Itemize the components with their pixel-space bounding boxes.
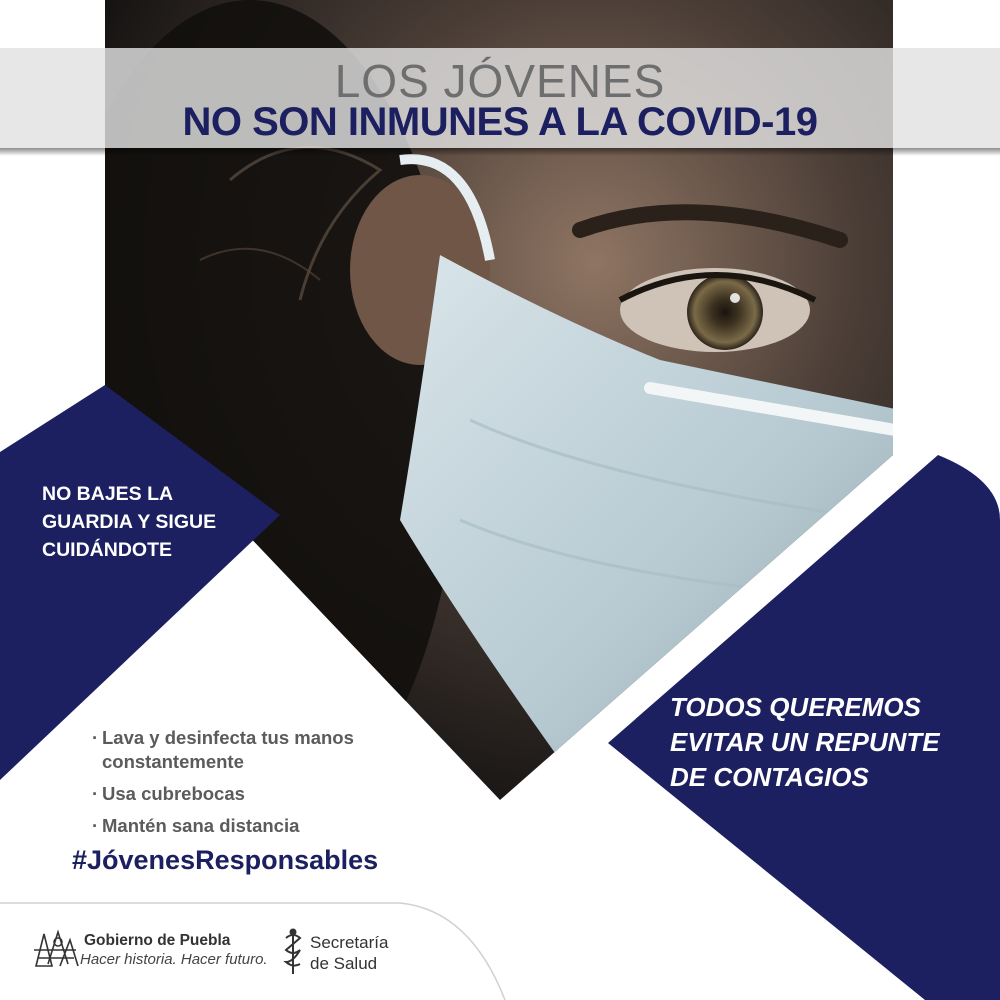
list-item: [94, 814, 424, 838]
bullet-dot: ·: [92, 783, 99, 804]
right-diamond-message: TODOS QUEREMOS EVITAR UN REPUNTE DE CONTAGIOS: [670, 692, 940, 792]
bullet-dot: ·: [92, 727, 99, 748]
hashtag: #JóvenesResponsables: [72, 845, 379, 875]
title-band-shadow: [0, 148, 1000, 156]
tip-text: Usa cubrebocas: [102, 783, 245, 804]
caduceus-icon: [282, 928, 304, 976]
government-name: Gobierno de Puebla: [84, 932, 231, 949]
puebla-crest-icon: [30, 926, 80, 972]
health-secretariat-logo: [276, 922, 416, 982]
headline-line-1: LOS JÓVENES: [334, 55, 666, 107]
left-diamond-message: NO BAJES LA GUARDIA Y SIGUE CUIDÁNDOTE: [42, 483, 217, 561]
tip-text: Mantén sana distancia: [102, 815, 300, 836]
bullet-dot: ·: [92, 815, 99, 836]
list-item: [94, 726, 424, 774]
tip-text: Lava y desinfecta tus manos constantemente: [102, 727, 354, 772]
list-item: [94, 782, 424, 806]
prevention-tips-list: [94, 726, 424, 846]
headline-line-2: NO SON INMUNES A LA COVID-19: [182, 100, 818, 144]
health-secretariat-name: Secretaría de Salud: [310, 933, 389, 973]
government-slogan: Hacer historia. Hacer futuro.: [80, 951, 268, 968]
